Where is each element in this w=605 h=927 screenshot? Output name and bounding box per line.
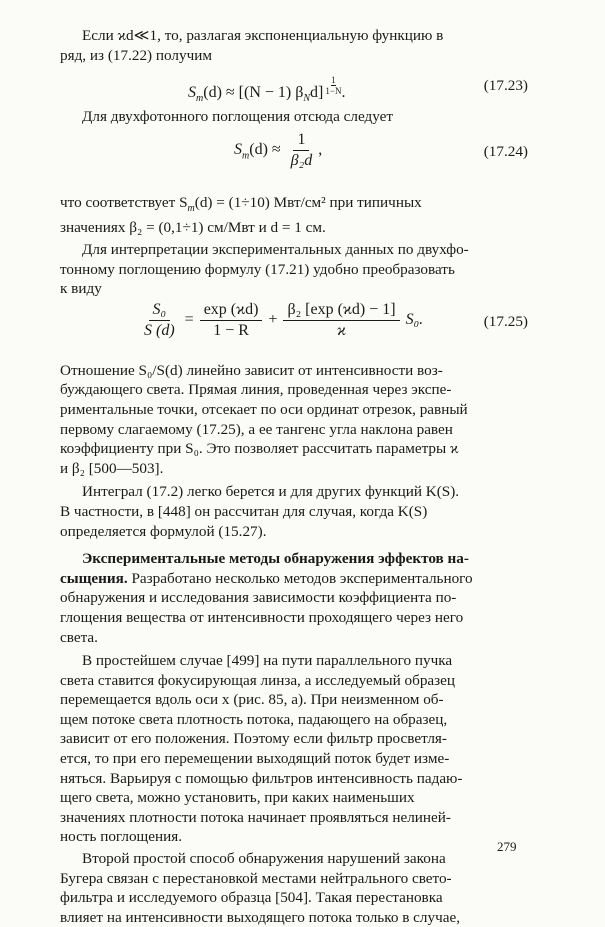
paragraph-1-line-1: Если ϰd≪1, то, разлагая экспоненциальную функцию в [82,27,444,44]
paragraph-6 [60,482,528,541]
section-heading: Экспериментальные методы обнаружения эффектов на- [82,550,469,568]
text-line: риментальные точки, отсекает по оси ординат отрезок, равный [60,400,468,418]
equation-17-24: $S_m(d)$ ≈ $\frac{1}{\text{β₂d}}$ , (17.24) [234,130,528,169]
text-line: ность поглощения. [60,828,183,846]
text-line: обнаружения и исследования зависимости коэффициента по- [60,589,457,607]
text-line: В частности, в [448] он рассчитан для случая, когда K(S) [60,502,428,520]
text-line: щем потоке света плотность потока, падающего на образец, [60,710,448,728]
paragraph-1-line-2: ряд, из (17.22) получим [60,46,212,64]
paragraph-9 [60,849,528,927]
text-line: няться. Варьируя с помощью фильтров интенсивность падаю- [60,769,463,787]
text-line: щего света, можно установить, при каких наименьших [60,789,415,807]
equation-number-17-23: (17.23) [483,77,528,95]
text-line: ется, то при его перемещении выходящий поток будет изме- [60,750,450,768]
page-body [60,26,528,927]
equation-17-25: $\frac{\text{S₀}}{S (d)}$ = $\frac{\exp (ϰd)}{1 - R}$ + $\frac{\text{β₂ [exp (ϰd) − 1]}}{ϰ}$ S₀. (17.25) [144,300,528,339]
text-line: фильтра и исследуемого образца [504]. Такая перестановка [60,889,443,907]
page-number: 279 [497,839,517,854]
text-line: света. [60,628,98,646]
text-line: Интеграл (17.2) легко берется и для других функций K(S). [82,483,460,501]
equation-number-17-24: (17.24) [483,142,528,160]
paragraph-4-line-3: к виду [60,280,102,298]
text-line: перемещается вдоль оси x (рис. 85, a). При неизменном об- [60,691,444,709]
text-line: определяется формулой (15.27). [60,522,267,540]
text-line: коэффициенту при S₀. Это позволяет рассчитать параметры ϰ [60,440,459,458]
text-line: В простейшем случае [499] на пути параллельного пучка [82,652,453,670]
paragraph-2: Для двухфотонного поглощения отсюда следует [82,108,394,126]
text-line: света ставится фокусирующая линза, а исследуемый образец [60,671,456,689]
paragraph-5 [60,361,528,479]
text-line: буждающего света. Прямая линия, проведенная через экспе- [60,381,452,399]
paragraph-4-line-2: тонному поглощению формулу (17.21) удобно преобразовать [60,260,455,278]
text-line: влияет на интенсивности выходящего потока только в случае, [60,908,461,926]
paragraph-7 [60,549,528,647]
text-line: значениях плотности потока начинает проявляться нелиней- [60,808,451,826]
text-line: Второй простой способ обнаружения нарушений закона [82,850,446,868]
equation-number-17-25: (17.25) [483,312,528,330]
section-heading-cont: сыщения. [60,569,128,587]
text-line: зависит от его положения. Поэтому если фильтр просветля- [60,730,447,748]
paragraph-4-line-1: Для интерпретации экспериментальных данных по двухфо- [82,241,469,258]
text-line: глощения вещества от интенсивности проходящего через него [60,608,464,626]
paragraph-3-line-2: значениях β₂ = (0,1÷1) см/Мвт и d = 1 см. [60,219,326,237]
paragraph-8 [60,651,528,847]
equation-17-23: $S_m(d) \approx [(N - 1)$ $\beta_Nd$] $\frac{1}{1-N}$ . (17.23) [188,75,528,105]
text-line: сыщения. Разработано несколько методов экспериментального [60,569,473,587]
text-line: и β₂ [500—503]. [60,459,164,477]
text-line: первому слагаемому (17.25), а ее тангенс угла наклона равен [60,420,453,438]
text-line: Отношение S₀/S(d) линейно зависит от интенсивности воз- [60,361,443,379]
text-line: Бугера связан с перестановкой местами нейтрального свето- [60,869,452,887]
paragraph-3-line-1: что соответствует $S_m(d) = (1\div 10)$ Мвт/см² при типичных [60,193,422,214]
